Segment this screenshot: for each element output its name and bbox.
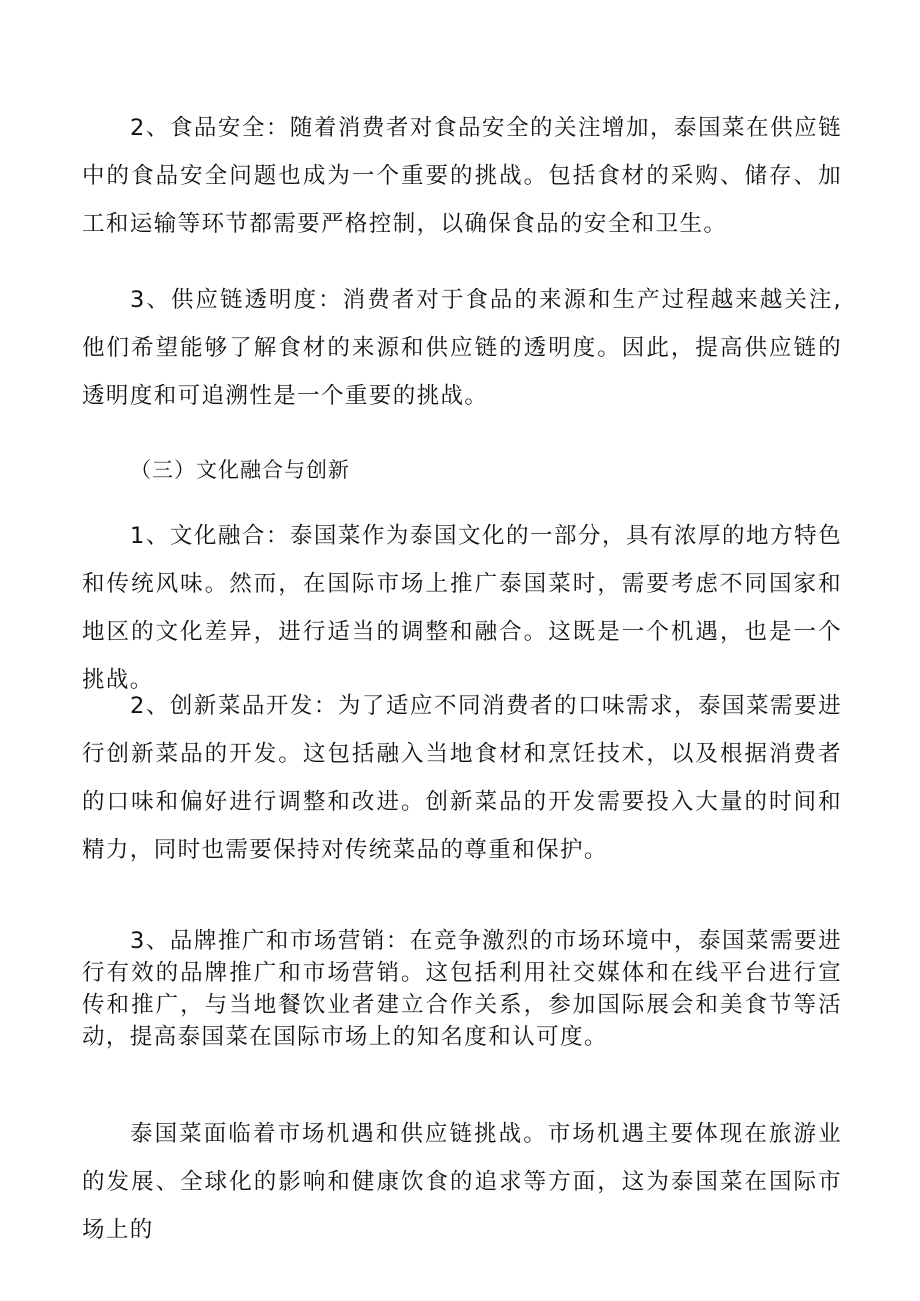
- paragraph-summary: 泰国菜面临着市场机遇和供应链挑战。市场机遇主要体现在旅游业的发展、全球化的影响和健康饮食的追求等方面，这为泰国菜在国际市场上的: [82, 1121, 842, 1243]
- paragraph-brand-marketing: 3、品牌推广和市场营销：在竞争激烈的市场环境中，泰国菜需要进行有效的品牌推广和市场营销。这包括利用社交媒体和在线平台进行宣传和推广，与当地餐饮业者建立合作关系，参加国际展会和美食节等活动，提高泰国菜在国际市场上的知名度和认可度。: [82, 928, 842, 1050]
- section-heading: （三）文化融合与创新: [130, 458, 350, 482]
- paragraph-innovative-dishes: 2、创新菜品开发：为了适应不同消费者的口味需求，泰国菜需要进行创新菜品的开发。这包括融入当地食材和烹饪技术，以及根据消费者的口味和偏好进行调整和改进。创新菜品的开发需要投入大量的时间和精力，同时也需要保持对传统菜品的尊重和保护。: [82, 693, 842, 863]
- paragraph-supply-chain-transparency: 3、供应链透明度：消费者对于食品的来源和生产过程越来越关注,他们希望能够了解食材的来源和供应链的透明度。因此，提高供应链的透明度和可追溯性是一个重要的挑战。: [82, 287, 842, 409]
- paragraph-food-safety: 2、食品安全：随着消费者对食品安全的关注增加，泰国菜在供应链中的食品安全问题也成为一个重要的挑战。包括食材的采购、储存、加工和运输等环节都需要严格控制，以确保食品的安全和卫生。: [82, 115, 842, 237]
- paragraph-cultural-fusion: 1、文化融合：泰国菜作为泰国文化的一部分，具有浓厚的地方特色和传统风味。然而，在国际市场上推广泰国菜时，需要考虑不同国家和地区的文化差异，进行适当的调整和融合。这既是一个机遇，也是一个挑战。: [82, 523, 842, 693]
